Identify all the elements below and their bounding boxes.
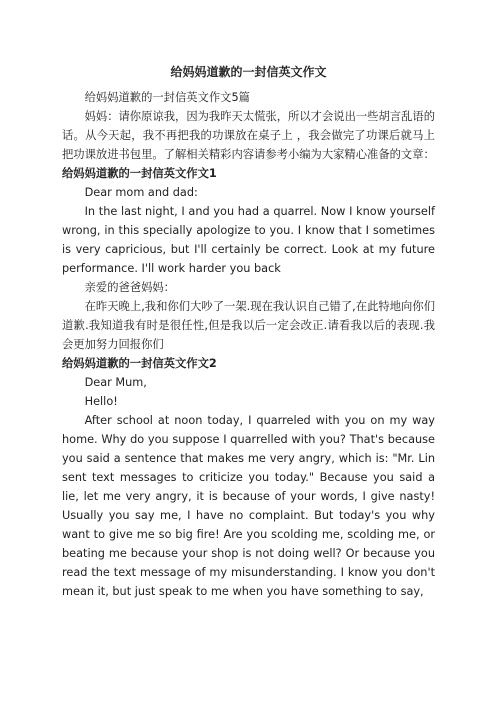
body-paragraph: After school at noon today, I quarreled with you on my way home. Why do you suppose I quarrelled with you? That's because you said a sentence that makes me very angry, which is: "Mr. Lin sent text messages to criticize you today." Because you said a lie, let me very angry, it is because of your words, I give nasty! Usually you say me, I have no complaint. But today's you why want to give me so big fire! Are you scolding me, scolding me, or beating me because your shop is not doing well? Or because you read the text message of my misunderstanding. I know you don't mean it, but just speak to me when you have something to say,: [62, 414, 435, 598]
body-paragraph: In the last night, I and you had a quarrel. Now I know yourself wrong, in this specially apologize to you. I know that I sometimes is very capricious, but I'll certainly be correct. Look at my future performance. I'll work harder you back: [62, 205, 435, 275]
document-title: 给妈妈道歉的一封信英文作文: [170, 65, 327, 79]
section-heading: 给妈妈道歉的一封信英文作文2: [62, 357, 217, 370]
section-heading: 给妈妈道歉的一封信英文作文1: [62, 167, 217, 180]
salutation: Dear Mum,: [84, 376, 147, 389]
salutation: 亲爱的爸爸妈妈：: [84, 281, 175, 294]
salutation: Dear mom and dad:: [84, 186, 198, 199]
intro-line: 给妈妈道歉的一封信英文作文5篇: [84, 91, 250, 104]
greeting: Hello!: [84, 395, 118, 408]
body-paragraph: 在昨天晚上,我和你们大吵了一架.现在我认识自己错了,在此特地向你们道歉.我知道我有时是很任性,但是我以后一定会改正.请看我以后的表现.我会更加努力回报你们: [62, 300, 435, 351]
intro-paragraph: 妈妈：请你原谅我，因为我昨天太慌张，所以才会说出一些胡言乱语的话。从今天起，我不再把我的功课放在桌子上 ，我会做完了功课后就马上把功课放进书包里。了解相关精彩内容请参考小编为大家精心准备的文章：: [62, 110, 435, 161]
